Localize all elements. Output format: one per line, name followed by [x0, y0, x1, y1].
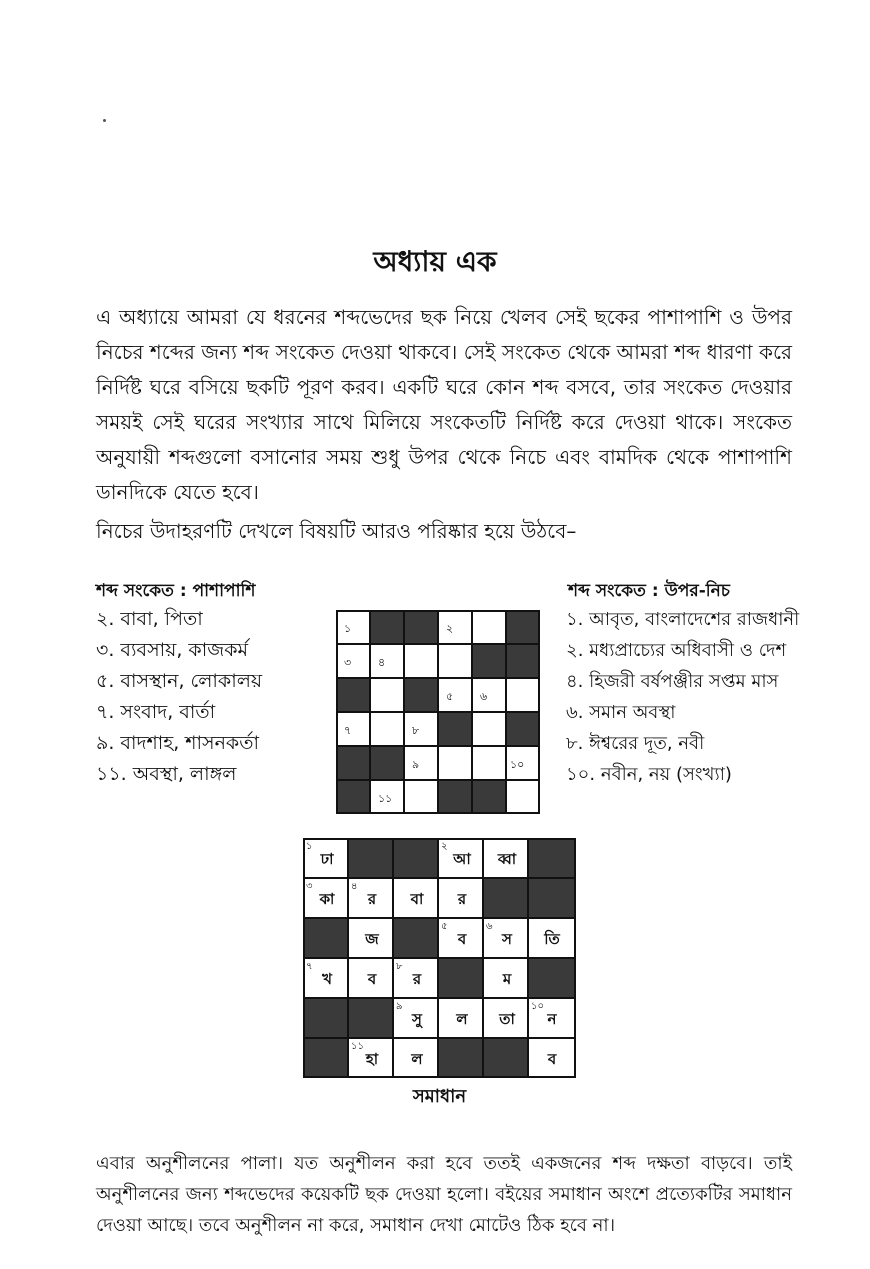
cell-number: ৯ [396, 1001, 403, 1012]
cell-number: ২ [446, 622, 454, 635]
solution-letter: ল [456, 1010, 468, 1028]
solution-letter: ব [367, 970, 377, 988]
cell-number: ১০ [531, 1001, 544, 1012]
across-clue: ২. বাবা, পিতা [96, 608, 203, 630]
solution-letter: আ [453, 850, 471, 868]
down-clues-heading: শব্দ সংকেত : উপর-নিচ [568, 581, 730, 601]
shaded-cell [303, 998, 348, 1038]
shaded-cell [336, 678, 370, 712]
shaded-cell [528, 878, 576, 918]
across-clue: ৯. বাদশাহ, শাসনকর্তা [96, 732, 259, 754]
shaded-cell [393, 918, 438, 958]
down-clue: ১. আবৃত, বাংলাদেশের রাজধানী [566, 609, 800, 630]
down-clue: ৮. ঈশ্বরের দূত, নবী [566, 733, 705, 754]
cell-number: ৯ [412, 758, 420, 771]
practice-paragraph: এবার অনুশীলনের পালা। যত অনুশীলন করা হবে ততই একজনের শব্দ দক্ষতা বাড়বে। তাই অনুশীলনের জন্য শব্দভেদের কয়েকটি ছক দেওয়া হলো। বইয়ের সমাধান অংশে প্রত্যেকটির সমাধান দেওয়া আছে। তবে অনুশীলন না করে, সমাধান দেখা মোটেও ঠিক হবে না। [96, 1153, 792, 1236]
down-clue: ৪. হিজরী বর্ষপঞ্জীর সপ্তম মাস [566, 671, 779, 692]
shaded-cell [336, 780, 370, 814]
cell-number: ৪ [351, 881, 358, 892]
solution-letter: ন [547, 1010, 557, 1028]
down-clue: ২. মধ্যপ্রাচ্যের অধিবাসী ও দেশ [566, 640, 787, 661]
solution-letter: বা [410, 890, 424, 908]
cell-number: ৮ [412, 724, 420, 737]
cell-number: ১ [306, 841, 313, 852]
shaded-cell [348, 838, 393, 878]
shaded-cell [348, 998, 393, 1038]
solution-letter: ব্বা [497, 850, 517, 868]
cell-number: ১১ [378, 792, 393, 805]
down-clue: ১০. নবীন, নয় (সংখ্যা) [566, 764, 732, 785]
cell-number: ৩ [344, 656, 352, 669]
solution-letter: র [367, 890, 377, 908]
across-clue: ৭. সংবাদ, বার্তা [96, 701, 216, 723]
solution-letter: হা [365, 1050, 379, 1068]
shaded-cell [438, 712, 472, 746]
cell-number: ২ [441, 841, 448, 852]
cell-number: ৪ [378, 656, 386, 669]
shaded-cell [303, 918, 348, 958]
intro-last-line: নিচের উদাহরণটি দেখলে বিষয়টি আরও পরিষ্কার হয়ে উঠবে– [96, 519, 577, 543]
down-clue: ৬. সমান অবস্থা [566, 702, 676, 723]
shaded-cell [483, 878, 528, 918]
solution-letter: র [457, 890, 467, 908]
shaded-cell [438, 958, 483, 998]
solution-letter: ল [411, 1050, 423, 1068]
cell-number: ৬ [480, 690, 488, 703]
solution-letter: জ [365, 930, 379, 948]
across-clues-heading: শব্দ সংকেত : পাশাপাশি [96, 581, 256, 601]
cell-number: ৭ [344, 724, 352, 737]
shaded-cell [528, 958, 576, 998]
across-clue-list [96, 604, 262, 790]
shaded-cell [483, 1038, 528, 1078]
solution-letter: ব [457, 930, 467, 948]
shaded-cell [404, 678, 438, 712]
cell-number: ১ [344, 622, 352, 635]
intro-paragraph: এ অধ্যায়ে আমরা যে ধরনের শব্দভেদের ছক নিয়ে খেলব সেই ছকের পাশাপাশি ও উপর নিচের শব্দের জন্য শব্দ সংকেত দেওয়া থাকবে। সেই সংকেত থেকে আমরা শব্দ ধারণা করে নির্দিষ্ট ঘরে বসিয়ে ছকটি পূরণ করব। একটি ঘরে কোন শব্দ বসবে, তার সংকেত দেওয়ার সময়ই সেই ঘরের সংখ্যার সাথে মিলিয়ে সংকেতটি নির্দিষ্ট করে দেওয়া থাকে। সংকেত অনুযায়ী শব্দগুলো বসানোর সময় শুধু উপর থেকে নিচে এবং বামদিক থেকে পাশাপাশি ডানদিকে যেতে হবে। [96, 305, 792, 504]
practice-text [96, 1148, 792, 1241]
shaded-cell [438, 1038, 483, 1078]
solution-letter: স [502, 930, 512, 948]
shaded-cell [472, 644, 506, 678]
shaded-cell [303, 1038, 348, 1078]
cell-number: ৬ [486, 921, 493, 932]
cell-number: ৫ [441, 921, 448, 932]
chapter-title: অধ্যায় এক [373, 245, 497, 278]
intro-text [96, 300, 792, 549]
solution-letter: ঢা [320, 850, 334, 868]
cell-number: ৫ [446, 690, 454, 703]
cell-number: ৭ [306, 961, 313, 972]
cell-number: ১১ [351, 1041, 364, 1052]
shaded-cell [506, 644, 540, 678]
shaded-cell [528, 838, 576, 878]
puzzle-grid [336, 610, 540, 814]
shaded-cell [393, 838, 438, 878]
shaded-cell [370, 746, 404, 780]
solution-grid [303, 838, 576, 1078]
shaded-cell [404, 610, 438, 644]
solution-letter: খ [322, 970, 332, 988]
solution-letter: তি [544, 930, 560, 948]
solution-letter: সু [412, 1010, 422, 1028]
cell-number: ৮ [396, 961, 403, 972]
cell-number: ৩ [306, 881, 313, 892]
paper-speck [103, 119, 106, 122]
shaded-cell [472, 780, 506, 814]
cell-number: ১০ [510, 758, 525, 771]
solution-caption: সমাধান [412, 1086, 467, 1107]
across-clue: ১১. অবস্থা, লাঙ্গল [96, 763, 237, 785]
solution-letter: তা [499, 1010, 515, 1028]
across-clue: ৫. বাসস্থান, লোকালয় [96, 670, 263, 692]
solution-letter: ব [547, 1050, 557, 1068]
solution-letter: র [412, 970, 422, 988]
shaded-cell [506, 712, 540, 746]
shaded-cell [370, 610, 404, 644]
down-clue-list [566, 604, 799, 790]
across-clue: ৩. ব্যবসায়, কাজকর্ম [96, 639, 249, 661]
solution-letter: কা [319, 890, 335, 908]
shaded-cell [438, 780, 472, 814]
solution-letter: ম [502, 970, 512, 988]
shaded-cell [336, 746, 370, 780]
shaded-cell [506, 610, 540, 644]
